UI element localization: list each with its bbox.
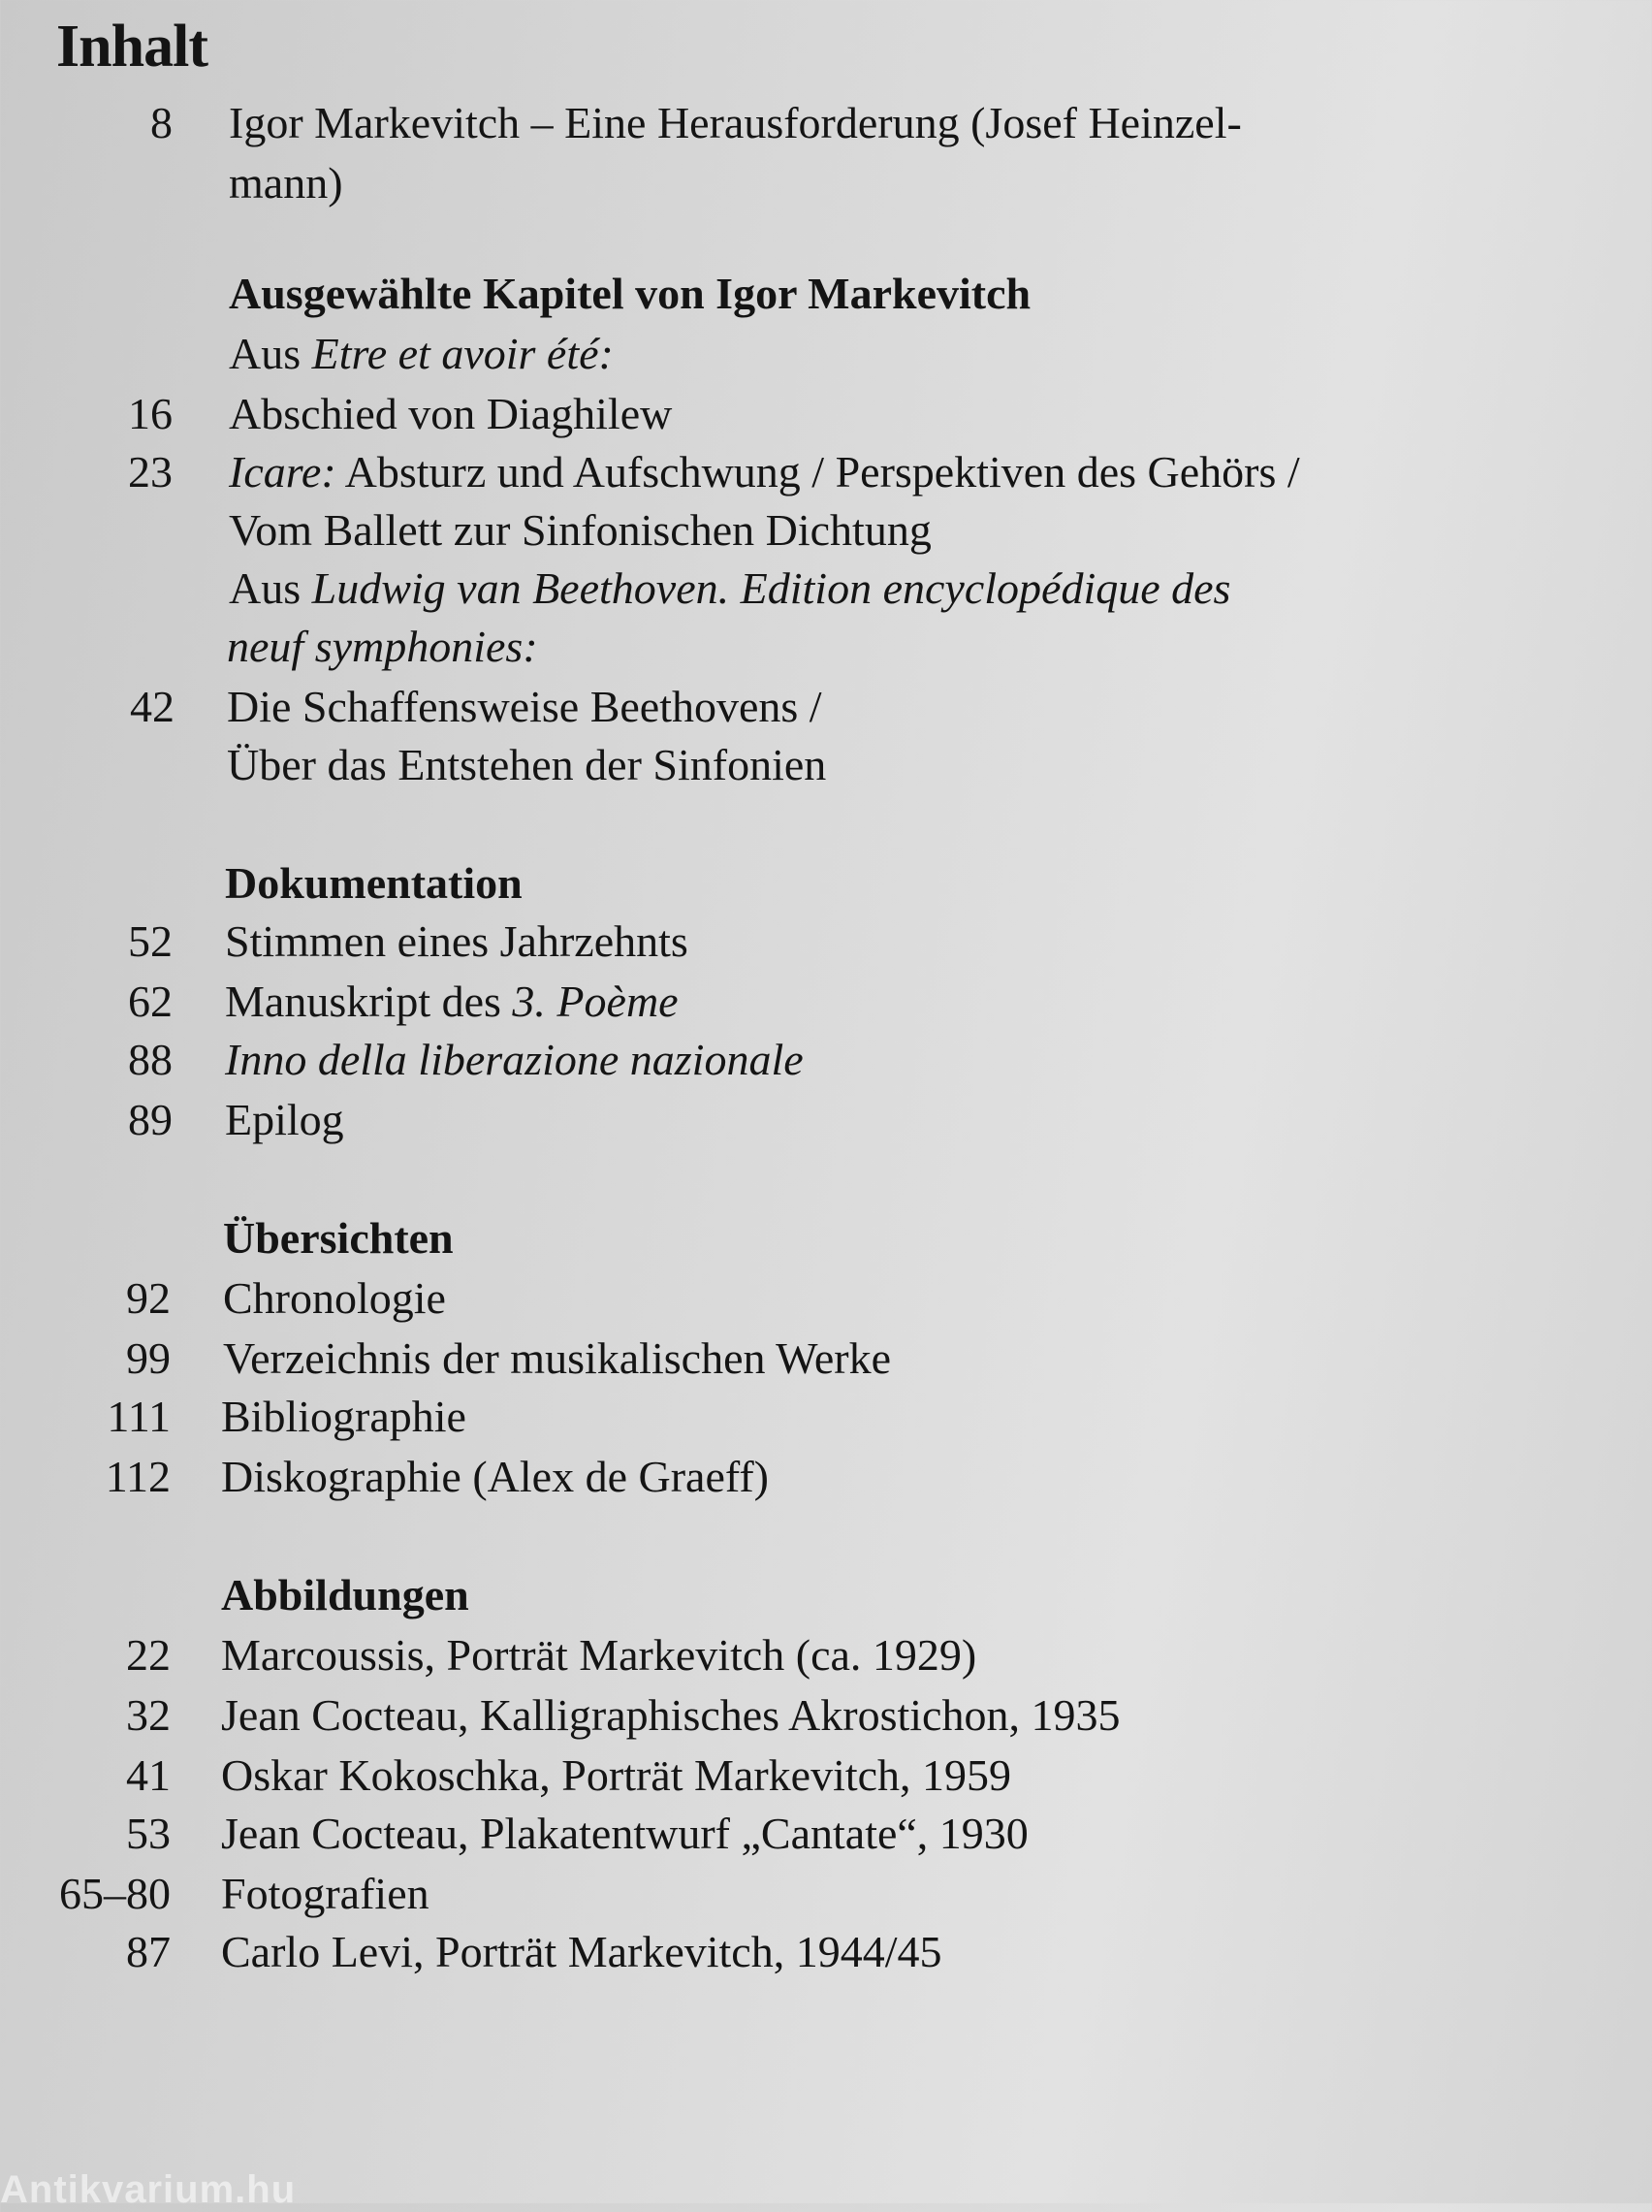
- entry-title: Jean Cocteau, Kalligraphisches Akrostichon, 1935: [221, 1690, 1121, 1740]
- page-number: 8: [150, 98, 173, 147]
- page-number: 87: [126, 1927, 171, 1976]
- entry-title: Bibliographie: [221, 1392, 466, 1441]
- page-number: 42: [130, 682, 175, 731]
- page-number: 111: [107, 1392, 171, 1441]
- page-title: Inhalt: [56, 14, 207, 80]
- entry-title-cont: mann): [229, 158, 343, 208]
- entry-title: Icare: Absturz und Aufschwung / Perspektiven des Gehörs /: [229, 447, 1300, 497]
- page-number: 32: [126, 1690, 171, 1740]
- entry-title: Jean Cocteau, Plakatentwurf „Cantate“, 1930: [221, 1809, 1029, 1858]
- section-heading: Abbildungen: [221, 1570, 469, 1619]
- entry-title: Marcoussis, Porträt Markevitch (ca. 1929): [221, 1630, 977, 1680]
- page-number: 53: [126, 1809, 171, 1858]
- source-label: Aus Ludwig van Beethoven. Edition encyclopédique des: [229, 563, 1231, 613]
- page-number: 92: [126, 1273, 171, 1323]
- page-number: 16: [128, 389, 173, 438]
- page-number: 89: [128, 1095, 173, 1144]
- page-number: 88: [128, 1035, 173, 1084]
- source-label-cont: neuf symphonies:: [227, 622, 538, 671]
- entry-title: Manuskript des 3. Poème: [225, 977, 679, 1026]
- watermark: Antikvarium.hu: [0, 2168, 297, 2211]
- entry-title: Inno della liberazione nazionale: [225, 1035, 804, 1084]
- section-heading: Dokumentation: [225, 858, 523, 908]
- entry-title: Abschied von Diaghilew: [229, 389, 673, 438]
- entry-title: Fotografien: [221, 1869, 429, 1918]
- entry-title: Carlo Levi, Porträt Markevitch, 1944/45: [221, 1927, 942, 1976]
- entry-title: Igor Markevitch – Eine Herausforderung (Josef Heinzel-: [229, 98, 1242, 147]
- page-number: 52: [128, 916, 173, 966]
- entry-title: Die Schaffensweise Beethovens /: [227, 682, 822, 731]
- source-label: Aus Etre et avoir été:: [229, 329, 614, 378]
- section-heading: Ausgewählte Kapitel von Igor Markevitch: [229, 269, 1032, 318]
- page-number: 112: [105, 1452, 171, 1501]
- page-number: 22: [126, 1630, 171, 1680]
- page-number: 23: [128, 447, 173, 497]
- page-number: 65–80: [59, 1869, 171, 1918]
- page-number: 41: [126, 1750, 171, 1800]
- section-heading: Übersichten: [223, 1213, 454, 1263]
- entry-title-cont: Vom Ballett zur Sinfonischen Dichtung: [229, 505, 932, 555]
- entry-title: Verzeichnis der musikalischen Werke: [223, 1333, 892, 1383]
- entry-title: Oskar Kokoschka, Porträt Markevitch, 1959: [221, 1750, 1012, 1800]
- entry-title-cont: Über das Entstehen der Sinfonien: [227, 740, 827, 789]
- entry-title: Chronologie: [223, 1273, 446, 1323]
- page-number: 99: [126, 1333, 171, 1383]
- entry-title: Diskographie (Alex de Graeff): [221, 1452, 769, 1501]
- page-number: 62: [128, 977, 173, 1026]
- entry-title: Epilog: [225, 1095, 344, 1144]
- entry-title: Stimmen eines Jahrzehnts: [225, 916, 688, 966]
